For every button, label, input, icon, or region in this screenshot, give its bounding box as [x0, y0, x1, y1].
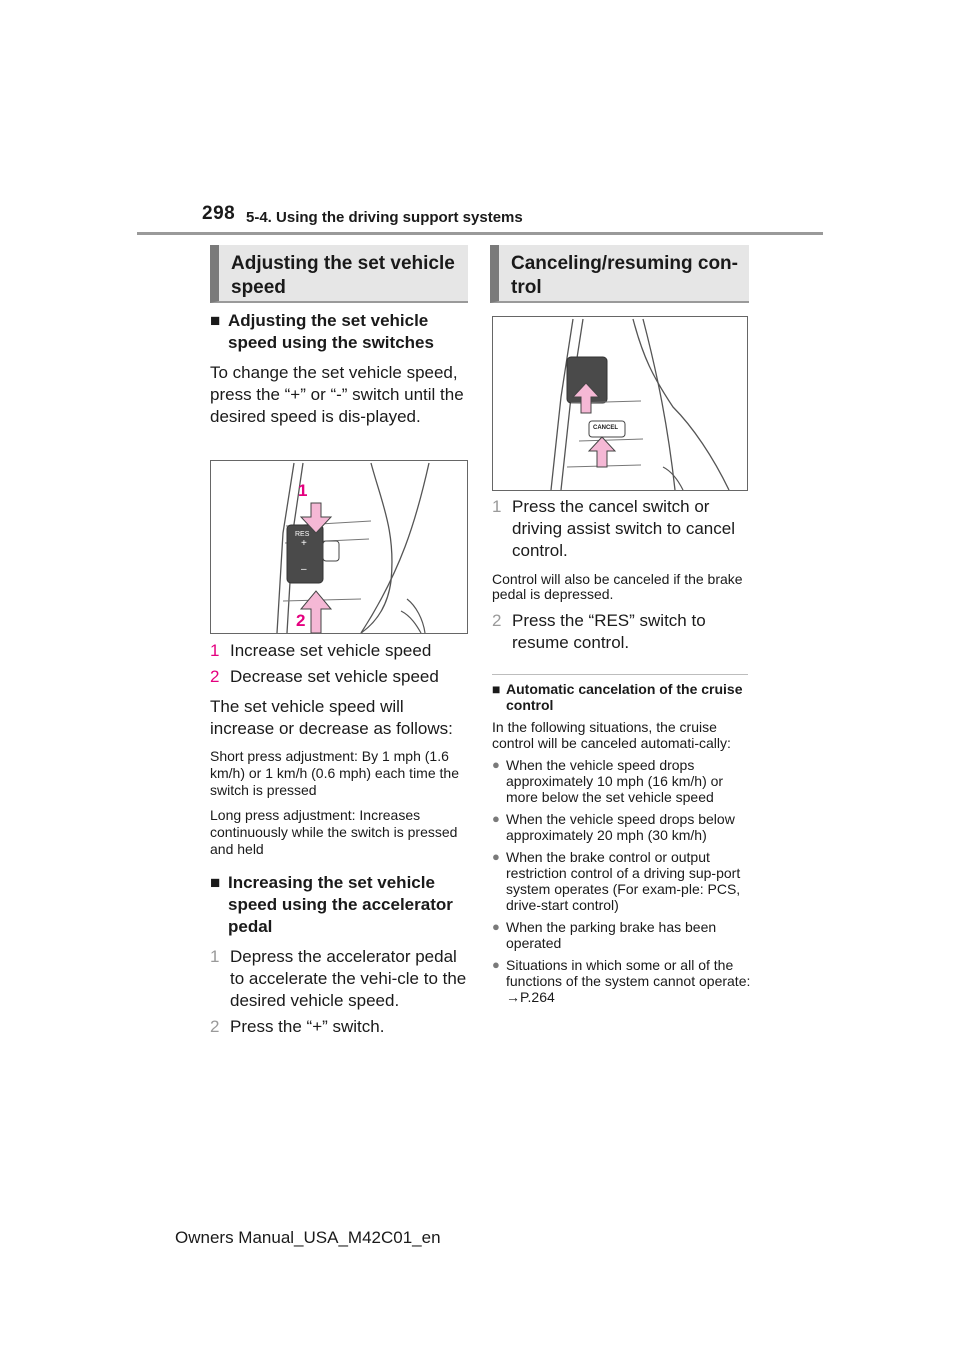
- minus-label: –: [301, 564, 307, 575]
- step-increase: [210, 640, 472, 662]
- step-text: Decrease set vehicle speed: [230, 667, 439, 686]
- step-decrease: [210, 666, 472, 688]
- footer-text: Owners Manual_USA_M42C01_en: [175, 1228, 441, 1247]
- cancel-step-note: Control will also be canceled if the brake pedal is depressed.: [492, 571, 743, 602]
- resume-step-2: [492, 610, 754, 654]
- list-item: ● When the brake control or output restriction control of a driving sup-port system operates (For exam-ple: PCS, drive-start control): [492, 849, 754, 913]
- cancel-step-1: [492, 496, 754, 562]
- note-divider: [492, 674, 748, 675]
- note-intro: In the following situations, the cruise control will be canceled automati-cally:: [492, 719, 731, 751]
- step-number: 1: [210, 947, 220, 966]
- list-item: ● When the vehicle speed drops approximately 10 mph (16 km/h) or more below the set vehicle speed: [492, 757, 754, 805]
- follow-text: The set vehicle speed will increase or decrease as follows:: [210, 697, 453, 738]
- right-column-text: [492, 496, 754, 1005]
- step-text: Press the cancel switch or driving assist switch to cancel control.: [512, 497, 735, 560]
- subsection-switches-title: ■ Adjusting the set vehicle speed using the switches: [210, 310, 470, 354]
- callout-2: 2: [296, 611, 306, 630]
- list-item: ● Situations in which some or all of the functions of the system cannot operate: →P.264: [492, 957, 754, 1005]
- step-text: Press the “+” switch.: [230, 1017, 385, 1036]
- section-heading-adjusting: Adjusting the set vehicle speed: [210, 245, 468, 303]
- note-title: ■ Automatic cancelation of the cruise control: [492, 681, 754, 713]
- step-text: Depress the accelerator pedal to accelerate the vehi-cle to the desired vehicle speed.: [230, 947, 467, 1010]
- cancel-switch-diagram: [493, 317, 747, 490]
- step-number: 2: [492, 611, 502, 630]
- list-item: ● When the parking brake has been operated: [492, 919, 754, 951]
- step-number: 1: [210, 641, 220, 660]
- left-column-bottom: [210, 640, 472, 1038]
- step-text: Increase set vehicle speed: [230, 641, 432, 660]
- figure-steering-switch-res: [210, 460, 468, 634]
- list-item: ● When the vehicle speed drops below approximately 20 mph (30 km/h): [492, 811, 754, 843]
- subsection-accelerator-title: ■ Increasing the set vehicle speed using the accelerator pedal: [210, 872, 472, 938]
- section-heading-canceling: Canceling/resuming con-trol: [490, 245, 749, 303]
- chapter-title: 5-4. Using the driving support systems: [246, 209, 523, 226]
- step-text: Press the “RES” switch to resume control.: [512, 611, 706, 652]
- page-number: 298: [202, 203, 236, 224]
- accel-step-2: [210, 1016, 472, 1038]
- plus-label: +: [301, 538, 307, 549]
- callout-1: 1: [298, 481, 308, 500]
- long-press-note: Long press adjustment: Increases continuously while the switch is pressed and held: [210, 807, 458, 857]
- cancel-label: CANCEL: [593, 425, 618, 431]
- switches-body: To change the set vehicle speed, press the “+” or “-” switch until the desired speed is dis-played.: [210, 363, 464, 426]
- res-label: RES: [295, 531, 310, 538]
- figure-steering-switch-cancel: [492, 316, 748, 491]
- step-number: 2: [210, 1017, 220, 1036]
- short-press-note: Short press adjustment: By 1 mph (1.6 km/h) or 1 km/h (0.6 mph) each time the switch is pressed: [210, 748, 459, 798]
- step-number: 1: [492, 497, 502, 516]
- accel-step-1: [210, 946, 472, 1012]
- header-rule: [137, 232, 823, 235]
- left-column-top: [210, 310, 470, 428]
- step-number: 2: [210, 667, 220, 686]
- steering-switch-diagram: [211, 461, 467, 633]
